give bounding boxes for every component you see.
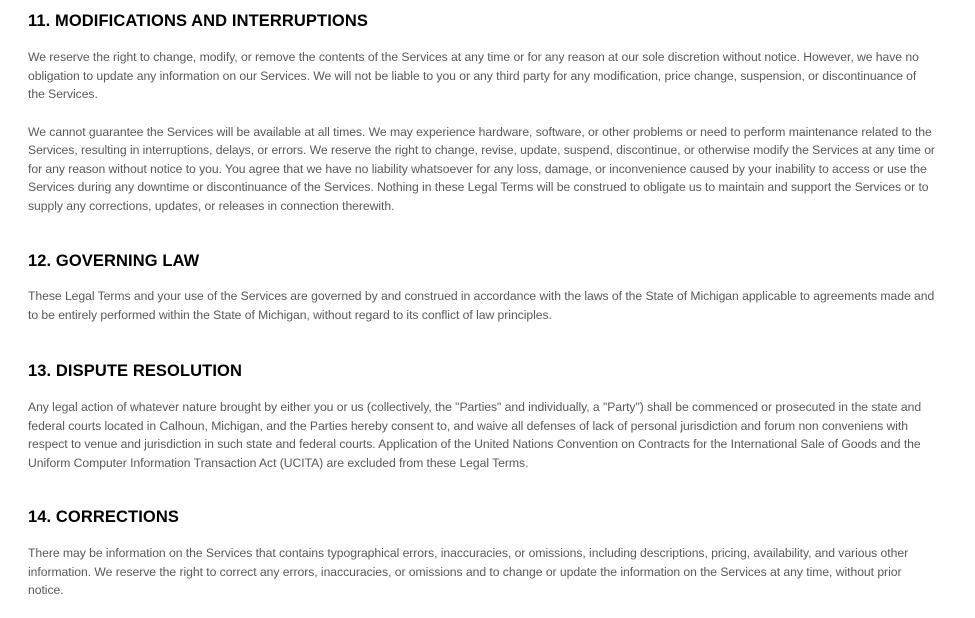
- paragraph-line: We reserve the right to change, modify, or remove the contents of the Services at any time or for any reason at our sole discretion without notice. However, we have no: [28, 50, 919, 64]
- section-modifications-and-interruptions: [28, 11, 948, 215]
- paragraph-line: the Services.: [28, 87, 98, 101]
- section-corrections: [28, 507, 948, 600]
- section-paragraph: [28, 48, 948, 104]
- paragraph-line: to be entirely performed within the State of Michigan, without regard to its conflict of law principles.: [28, 307, 552, 322]
- section-paragraph: [28, 398, 948, 472]
- paragraph-line: federal courts located in Calhoun, Michigan, and the Parties hereby consent to, and waive all defenses of lack of personal jurisdiction and forum non conveniens with: [28, 418, 908, 433]
- section-paragraph: [28, 544, 948, 600]
- section-heading: 14. CORRECTIONS: [28, 508, 179, 526]
- paragraph-line: information. We reserve the right to correct any errors, inaccuracies, or omissions and to change or update the information on the Services at any time, without prior: [28, 564, 902, 579]
- paragraph-line: We cannot guarantee the Services will be available at all times. We may experience hardware, software, or other problems or need to perform maintenance related to the: [28, 124, 932, 139]
- paragraph-line: There may be information on the Services that contains typographical errors, inaccuracies, or omissions, including descriptions, pricing, availability, and various other: [28, 546, 909, 560]
- section-paragraph: [28, 287, 948, 324]
- section-heading: 12. GOVERNING LAW: [28, 252, 200, 270]
- paragraph-line: respect to venue and jurisdiction in such state and federal courts. Application of the United Nations Convention on Contracts for the International Sale of Goods and the: [28, 437, 921, 451]
- paragraph-line: for any reason without notice to you. You agree that we have no liability whatsoever for any loss, damage, or inconvenience caused by your inability to access or use the: [28, 161, 927, 176]
- paragraph-line: supply any corrections, updates, or releases in connection therewith.: [28, 198, 395, 213]
- paragraph-line: notice.: [28, 583, 64, 597]
- paragraph-line: Any legal action of whatever nature brought by either you or us (collectively, the "Parties" and individually, a "Party") shall be commenced or prosecuted in the state and: [28, 400, 922, 414]
- paragraph-line: These Legal Terms and your use of the Services are governed by and construed in accordance with the laws of the State of Michigan applicable to agreements made and: [28, 289, 935, 303]
- paragraph-line: Uniform Computer Information Transaction Act (UCITA) are excluded from these Legal Terms.: [28, 455, 529, 470]
- section-governing-law: [28, 251, 948, 324]
- section-heading: 13. DISPUTE RESOLUTION: [28, 362, 242, 380]
- section-paragraph: [28, 123, 948, 216]
- paragraph-line: obligation to update any information on our Services. We will not be liable to you or any third party for any modification, price change, suspension, or discontinuance of: [28, 68, 917, 83]
- paragraph-line: Services, resulting in interruptions, delays, or errors. We reserve the right to change, revise, update, suspend, discontinue, or otherwise modify the Services at any time or: [28, 143, 935, 157]
- section-heading: 11. MODIFICATIONS AND INTERRUPTIONS: [28, 12, 368, 30]
- paragraph-line: Services during any downtime or discontinuance of the Services. Nothing in these Legal Terms will be construed to obligate us to maintain and support the Services or to: [28, 180, 929, 194]
- section-dispute-resolution: [28, 361, 948, 472]
